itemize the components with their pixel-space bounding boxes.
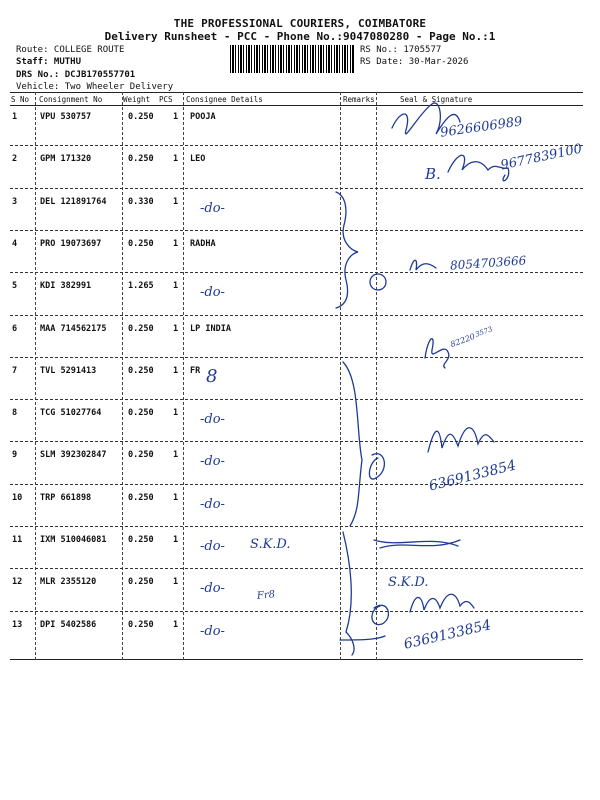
row-divider xyxy=(10,568,583,569)
company-title: THE PROFESSIONAL COURIERS, COIMBATORE xyxy=(173,17,427,30)
row-pcs: 1 xyxy=(173,535,179,545)
handwritten-note: Fr8 xyxy=(256,589,276,602)
consignment-number: DEL 121891764 xyxy=(40,197,107,207)
ditto-mark: -do- xyxy=(200,497,225,512)
handwritten-phone: 9626606989 xyxy=(439,114,524,141)
ditto-mark: -do- xyxy=(200,624,225,639)
drs-number: DRS No.: DCJB170557701 xyxy=(16,70,136,80)
rs-date: RS Date: 30-Mar-2026 xyxy=(360,57,469,67)
consignment-number: SLM 392302847 xyxy=(40,450,107,460)
row-weight: 0.250 xyxy=(128,324,154,334)
handwritten-remark: S.K.D. xyxy=(388,575,429,590)
barcode xyxy=(230,45,354,73)
column-divider xyxy=(35,92,36,660)
row-pcs: 1 xyxy=(173,239,179,249)
staff-label: Staff: MUTHU xyxy=(16,57,82,67)
column-divider xyxy=(340,92,341,660)
ditto-mark: -do- xyxy=(200,454,225,469)
signature-scribble xyxy=(428,428,494,452)
table-header-rule xyxy=(10,105,583,106)
handwritten-phone: 9677839100 xyxy=(499,141,584,174)
row-weight: 0.250 xyxy=(128,535,154,545)
header-seal-signature: Seal & Signature xyxy=(400,95,473,104)
consignee-name: RADHA xyxy=(190,239,216,249)
consignment-number: MAA 714562175 xyxy=(40,324,107,334)
circle-mark xyxy=(372,605,388,624)
ditto-mark: -do- xyxy=(200,285,225,300)
row-weight: 0.250 xyxy=(128,154,154,164)
row-weight: 0.250 xyxy=(128,408,154,418)
header-remarks: Remarks xyxy=(343,95,375,104)
row-sno: 5 xyxy=(12,281,18,291)
row-sno: 3 xyxy=(12,197,18,207)
column-divider xyxy=(376,92,377,660)
handwritten-mark: 8 xyxy=(206,366,218,387)
handwritten-phone: 82220 xyxy=(449,331,477,350)
header-consignee: Consignee Details xyxy=(186,95,263,104)
header-consignment: Consignment No xyxy=(39,95,103,104)
row-weight: 0.250 xyxy=(128,493,154,503)
row-sno: 6 xyxy=(12,324,18,334)
row-divider xyxy=(10,441,583,442)
row-sno: 9 xyxy=(12,450,18,460)
row-weight: 0.330 xyxy=(128,197,154,207)
column-divider xyxy=(183,92,184,660)
brace-mark xyxy=(340,636,385,640)
row-pcs: 1 xyxy=(173,366,179,376)
row-sno: 13 xyxy=(12,620,23,630)
row-sno: 10 xyxy=(12,493,23,503)
signature-scribble xyxy=(410,594,474,612)
table-bottom-rule xyxy=(10,659,583,660)
brace-mark xyxy=(343,532,354,655)
runsheet-title: Delivery Runsheet - PCC - Phone No.:9047080280 - Page No.:1 xyxy=(104,30,496,43)
route-label: Route: COLLEGE ROUTE xyxy=(16,45,125,55)
row-divider xyxy=(10,188,583,189)
row-weight: 1.265 xyxy=(128,281,154,291)
row-pcs: 1 xyxy=(173,324,179,334)
row-sno: 7 xyxy=(12,366,18,376)
row-sno: 2 xyxy=(12,154,18,164)
row-divider xyxy=(10,526,583,527)
consignment-number: IXM 510046081 xyxy=(40,535,107,545)
vehicle-label: Vehicle: Two Wheeler Delivery xyxy=(16,82,174,92)
consignment-number: PRO 19073697 xyxy=(40,239,102,249)
signature-scribble xyxy=(425,339,449,368)
row-pcs: 1 xyxy=(173,408,179,418)
row-divider xyxy=(10,357,583,358)
row-pcs: 1 xyxy=(173,112,179,122)
row-divider xyxy=(10,315,583,316)
brace-mark xyxy=(343,362,362,526)
row-weight: 0.250 xyxy=(128,577,154,587)
row-sno: 1 xyxy=(12,112,18,122)
ditto-mark: -do- xyxy=(200,581,225,596)
table-top-rule xyxy=(10,92,583,93)
strike-scribble xyxy=(374,540,458,546)
row-divider xyxy=(10,611,583,612)
row-pcs: 1 xyxy=(173,450,179,460)
ditto-mark: -do- xyxy=(200,412,225,427)
strike-scribble xyxy=(380,540,460,548)
row-pcs: 1 xyxy=(173,620,179,630)
rs-number: RS No.: 1705577 xyxy=(360,45,442,55)
consignment-number: KDI 382991 xyxy=(40,281,92,291)
row-sno: 8 xyxy=(12,408,18,418)
consignee-name: FR xyxy=(190,366,201,376)
row-divider xyxy=(10,399,583,400)
handwritten-phone: 8054703666 xyxy=(449,253,527,273)
row-weight: 0.250 xyxy=(128,239,154,249)
ditto-mark: -do- xyxy=(200,539,225,554)
row-pcs: 1 xyxy=(173,154,179,164)
circle-mark xyxy=(370,274,386,290)
ditto-mark: -do- xyxy=(200,201,225,216)
row-weight: 0.250 xyxy=(128,112,154,122)
column-divider xyxy=(122,92,123,660)
handwritten-phone: 6369133854 xyxy=(427,457,518,495)
row-divider xyxy=(10,484,583,485)
consignee-name: POOJA xyxy=(190,112,216,122)
row-weight: 0.250 xyxy=(128,366,154,376)
row-divider xyxy=(10,230,583,231)
handwritten-initial: B. xyxy=(425,165,441,183)
row-sno: 11 xyxy=(12,535,23,545)
row-sno: 12 xyxy=(12,577,23,587)
consignee-name: LP INDIA xyxy=(190,324,231,334)
consignment-number: TCG 51027764 xyxy=(40,408,102,418)
row-divider xyxy=(10,145,583,146)
consignment-number: TRP 661898 xyxy=(40,493,92,503)
row-pcs: 1 xyxy=(173,493,179,503)
consignment-number: TVL 5291413 xyxy=(40,366,97,376)
handwritten-phone: 6369133854 xyxy=(402,617,493,653)
consignment-number: DPI 5402586 xyxy=(40,620,97,630)
signature-scribble xyxy=(410,260,436,270)
header-weight: Weight xyxy=(123,95,151,104)
consignment-number: GPM 171320 xyxy=(40,154,92,164)
consignment-number: MLR 2355120 xyxy=(40,577,97,587)
row-weight: 0.250 xyxy=(128,620,154,630)
consignment-number: VPU 530757 xyxy=(40,112,92,122)
row-weight: 0.250 xyxy=(128,450,154,460)
row-divider xyxy=(10,272,583,273)
header-pcs: PCS xyxy=(159,95,173,104)
row-pcs: 1 xyxy=(173,197,179,207)
row-pcs: 1 xyxy=(173,281,179,291)
row-sno: 4 xyxy=(12,239,18,249)
header-sno: S No xyxy=(11,95,30,104)
row-pcs: 1 xyxy=(173,577,179,587)
handwritten-note: S.K.D. xyxy=(250,537,291,552)
consignee-name: LEO xyxy=(190,154,206,164)
handwritten-phone: 3573 xyxy=(474,325,494,339)
